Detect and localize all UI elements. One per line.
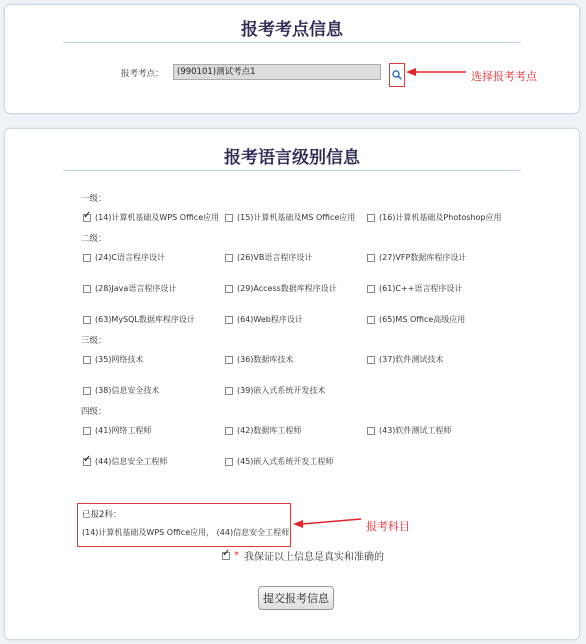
guarantee-text: 我保证以上信息是真实和准确的 <box>244 552 384 563</box>
subject-option[interactable] <box>83 385 159 396</box>
subject-label: (42)数据库工程师 <box>237 426 302 435</box>
subject-checkbox[interactable] <box>225 254 233 262</box>
subject-option[interactable] <box>225 212 355 223</box>
subject-checkbox[interactable] <box>225 458 233 466</box>
subject-checkbox[interactable] <box>367 356 375 364</box>
subject-option[interactable] <box>225 314 303 325</box>
subject-option[interactable] <box>83 314 195 325</box>
left-arrow-icon <box>406 68 466 78</box>
subject-option[interactable] <box>225 354 293 365</box>
subject-checkbox[interactable] <box>83 387 91 395</box>
subject-checkbox[interactable] <box>225 316 233 324</box>
subject-label: (38)信息安全技术 <box>95 386 160 395</box>
level-panel-title: 报考语言级别信息 <box>224 148 360 168</box>
subject-option[interactable] <box>83 354 143 365</box>
subject-checkbox[interactable] <box>83 316 91 324</box>
submit-button[interactable]: 提交报考信息 <box>258 586 334 610</box>
group-label: 二级： <box>81 234 107 244</box>
subject-label: (39)嵌入式系统开发技术 <box>237 386 326 395</box>
subject-checkbox[interactable] <box>367 427 375 435</box>
subject-checkbox[interactable] <box>83 254 91 262</box>
subject-label: (28)Java语言程序设计 <box>95 284 177 293</box>
left-arrow-icon <box>293 519 361 529</box>
subject-checkbox[interactable] <box>83 458 91 466</box>
group-label: 一级： <box>81 194 107 204</box>
registered-list: (14)计算机基础及WPS Office应用， (44)信息安全工程师 <box>82 528 290 537</box>
exam-site-panel <box>4 4 580 114</box>
group-label: 三级： <box>81 336 107 346</box>
subject-option[interactable] <box>83 252 165 263</box>
registered-subjects-box <box>77 503 291 547</box>
subject-option[interactable] <box>367 252 466 263</box>
subject-option[interactable] <box>225 425 301 436</box>
subject-checkbox[interactable] <box>225 285 233 293</box>
subject-checkbox[interactable] <box>83 285 91 293</box>
subject-checkbox[interactable] <box>225 427 233 435</box>
subject-label: (45)嵌入式系统开发工程师 <box>237 457 334 466</box>
subject-checkbox[interactable] <box>225 214 233 222</box>
subject-label: (41)网络工程师 <box>95 426 152 435</box>
group-label: 四级： <box>81 407 107 417</box>
site-search-button[interactable] <box>389 63 405 87</box>
subject-annotation: 报考科目 <box>366 520 410 533</box>
subject-checkbox[interactable] <box>83 356 91 364</box>
exam-level-panel <box>4 128 580 640</box>
subject-option[interactable] <box>367 283 462 294</box>
subject-label: (36)数据库技术 <box>237 355 294 364</box>
subject-label: (26)VB语言程序设计 <box>237 253 313 262</box>
site-annotation: 选择报考考点 <box>471 70 537 83</box>
subject-option[interactable] <box>225 252 312 263</box>
subject-label: (29)Access数据库程序设计 <box>237 284 337 293</box>
magnifier-icon <box>392 70 402 80</box>
subject-checkbox[interactable] <box>367 214 375 222</box>
subject-option[interactable] <box>83 283 176 294</box>
subject-label: (27)VFP数据库程序设计 <box>379 253 467 262</box>
subject-option[interactable] <box>367 314 465 325</box>
site-label: 报考考点： <box>121 69 164 79</box>
guarantee-checkbox[interactable] <box>222 552 230 560</box>
subject-label: (37)软件测试技术 <box>379 355 444 364</box>
subject-checkbox[interactable] <box>367 285 375 293</box>
site-panel-title: 报考考点信息 <box>241 20 343 40</box>
subject-label: (65)MS Office高级应用 <box>379 315 466 324</box>
subject-option[interactable] <box>83 425 151 436</box>
subject-label: (24)C语言程序设计 <box>95 253 166 262</box>
subject-label: (14)计算机基础及WPS Office应用 <box>95 213 220 222</box>
registered-label: 已报2科： <box>82 510 122 520</box>
subject-option[interactable] <box>367 425 451 436</box>
required-mark: * <box>234 550 239 561</box>
subject-option[interactable] <box>225 283 337 294</box>
subject-checkbox[interactable] <box>83 427 91 435</box>
subject-checkbox[interactable] <box>225 356 233 364</box>
title-divider <box>63 42 521 43</box>
subject-option[interactable] <box>367 354 443 365</box>
subject-option[interactable] <box>225 385 325 396</box>
subject-label: (35)网络技术 <box>95 355 144 364</box>
subject-label: (15)计算机基础及MS Office应用 <box>237 213 356 222</box>
subject-checkbox[interactable] <box>83 214 91 222</box>
subject-label: (44)信息安全工程师 <box>95 457 168 466</box>
title-divider <box>63 170 521 171</box>
subject-label: (61)C++语言程序设计 <box>379 284 463 293</box>
subject-option[interactable] <box>367 212 501 223</box>
subject-checkbox[interactable] <box>367 254 375 262</box>
subject-checkbox[interactable] <box>367 316 375 324</box>
subject-option[interactable] <box>83 212 219 223</box>
subject-label: (16)计算机基础及Photoshop应用 <box>379 213 502 222</box>
guarantee-row <box>222 548 384 563</box>
subject-option[interactable] <box>83 456 167 467</box>
subject-option[interactable] <box>225 456 333 467</box>
subject-label: (63)MySQL数据库程序设计 <box>95 315 195 324</box>
subject-label: (43)软件测试工程师 <box>379 426 452 435</box>
site-input[interactable]: (990101)测试考点1 <box>173 64 381 80</box>
subject-checkbox[interactable] <box>225 387 233 395</box>
subject-label: (64)Web程序设计 <box>237 315 303 324</box>
